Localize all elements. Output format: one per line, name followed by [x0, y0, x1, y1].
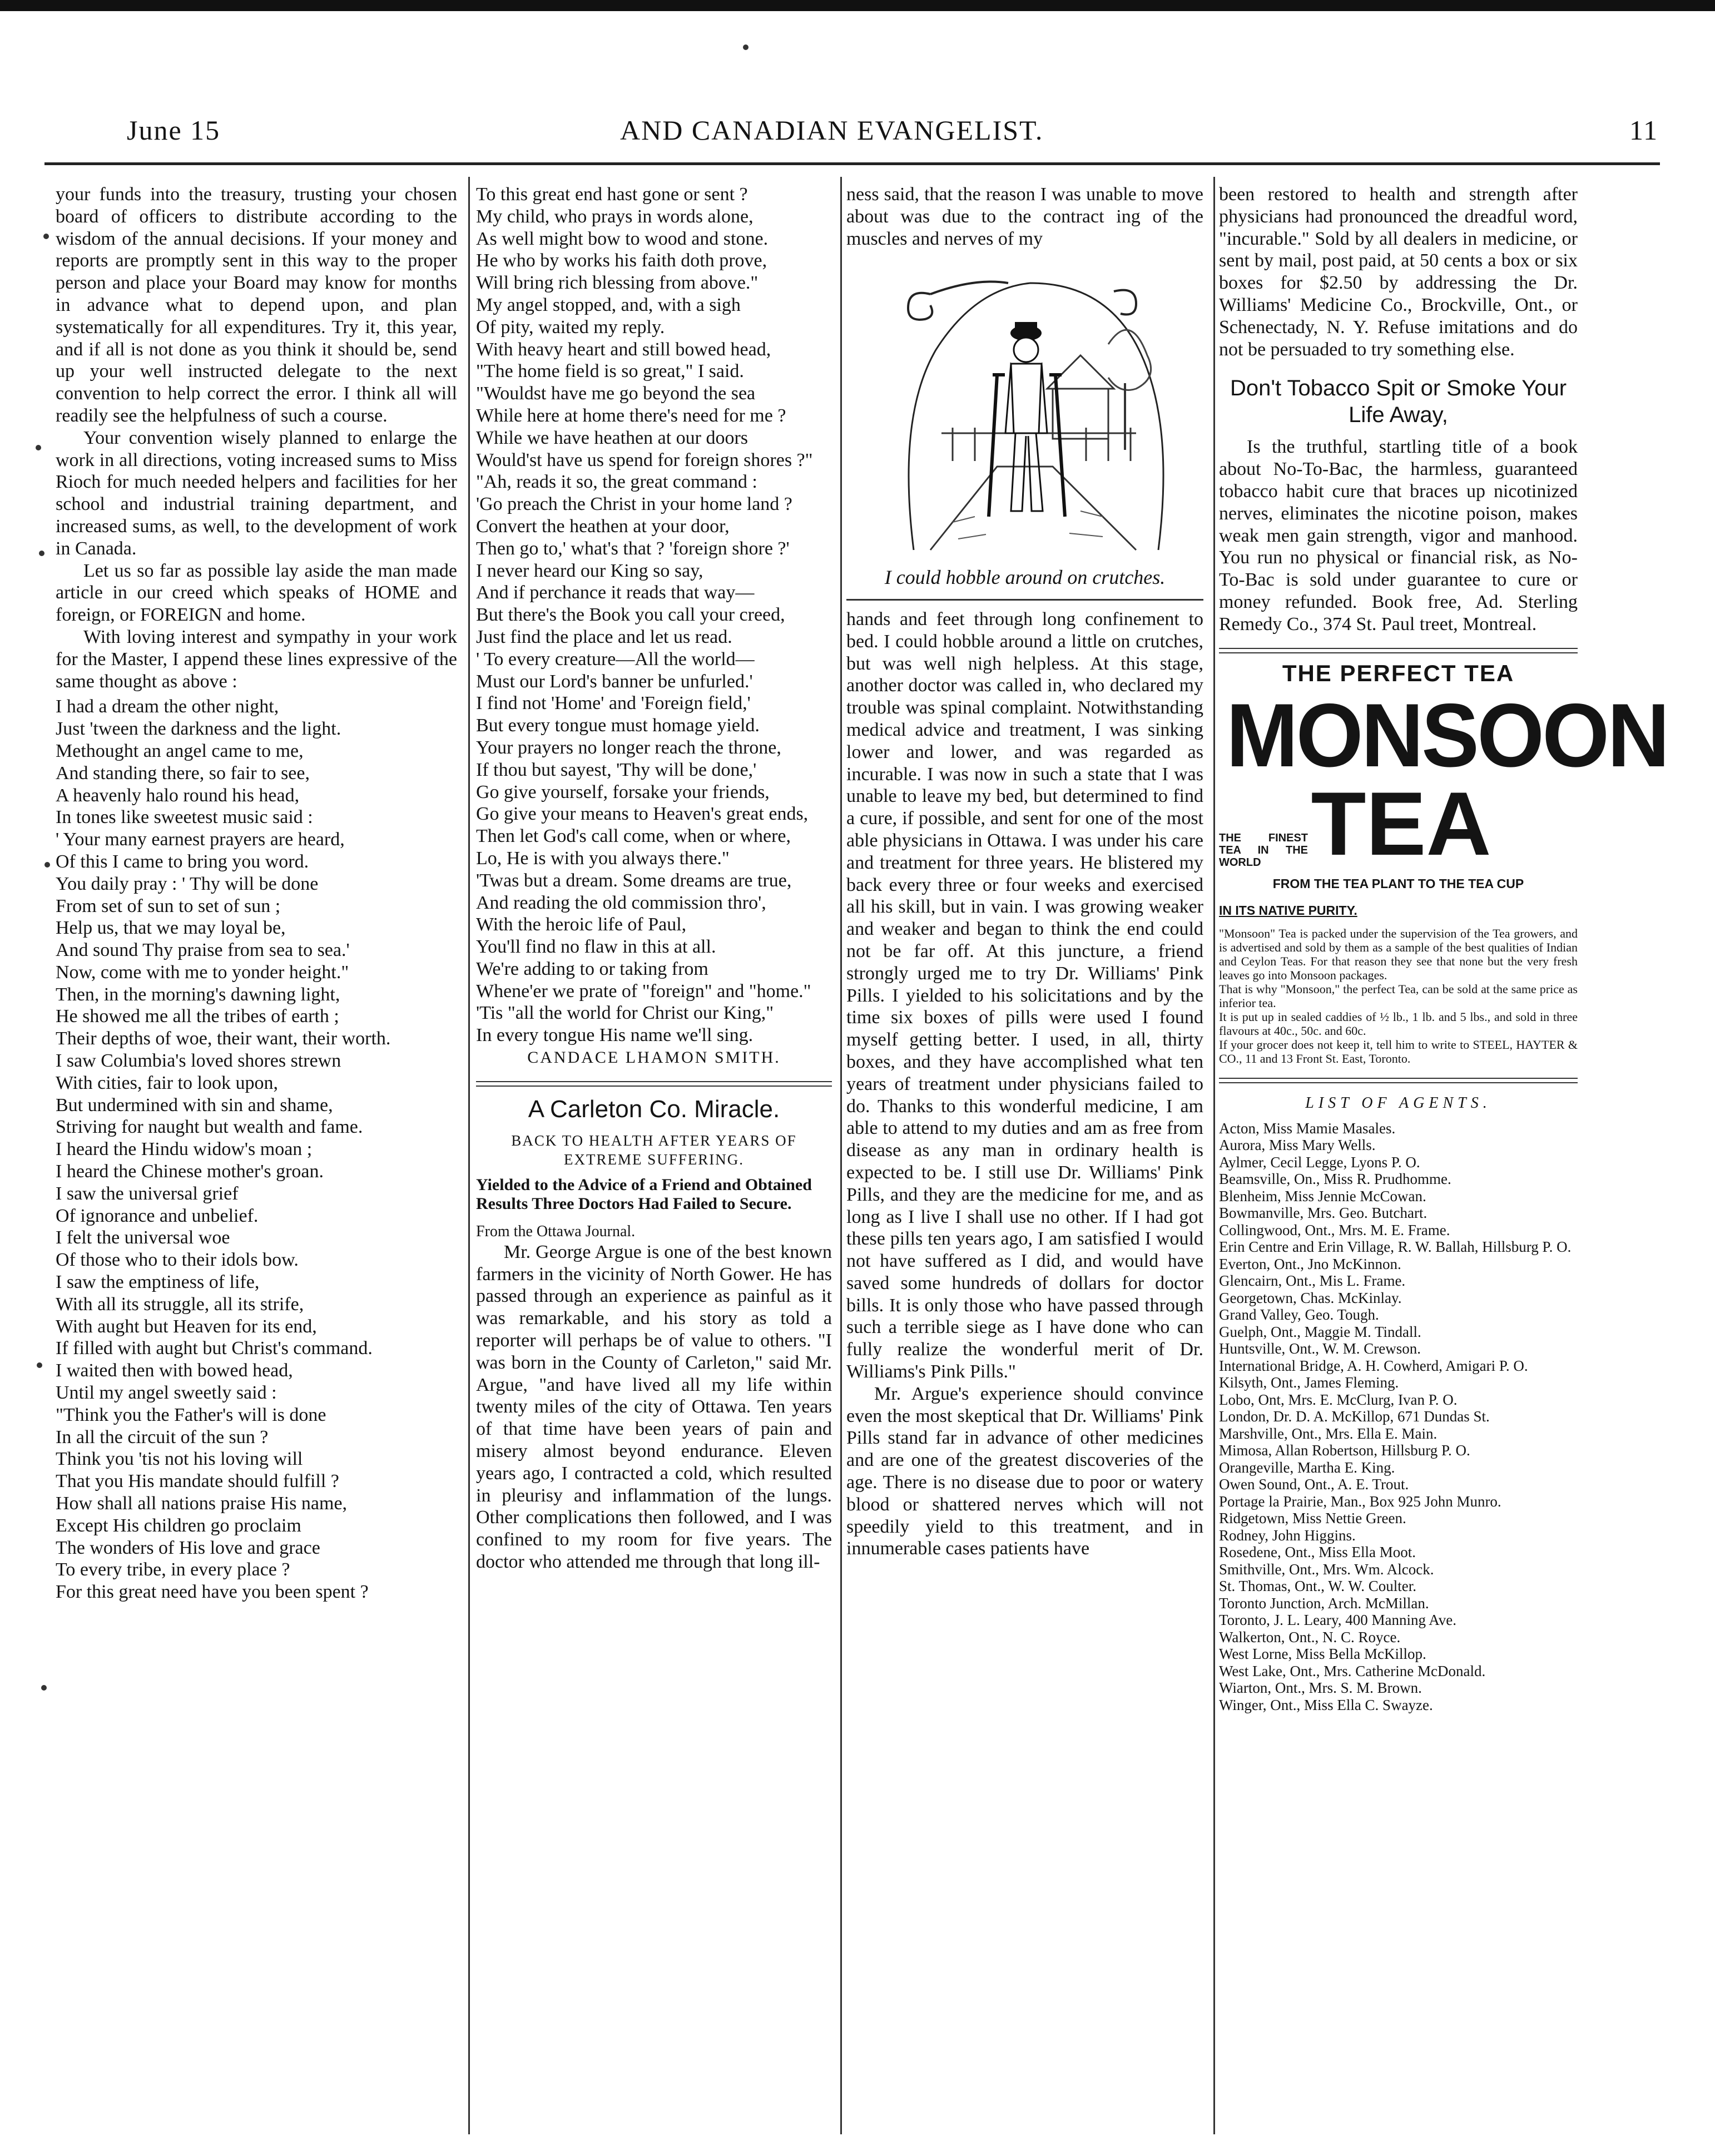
poem-line: Of this I came to bring you word. [56, 851, 309, 872]
ad-brand-name: MONSOON [1226, 685, 1668, 786]
ad-slogan: FROM THE TEA PLANT TO THE TEA CUP [1272, 876, 1524, 891]
poem-line: I saw the universal grief [56, 1183, 239, 1204]
poem-line: But there's the Book you call your creed, [476, 604, 785, 626]
poem-line: "Think you the Father's will is done [56, 1404, 326, 1425]
article-title: A Carleton Co. Miracle. [528, 1095, 780, 1123]
poem-line: I felt the universal woe [56, 1227, 230, 1248]
agent-entry: Walkerton, Ont., N. C. Royce. [1219, 1628, 1401, 1646]
poem-line: I saw the emptiness of life, [56, 1272, 260, 1293]
poem-line: To this great end hast gone or sent ? [476, 184, 748, 205]
poem-line: My angel stopped, and, with a sigh [476, 294, 741, 315]
poem-line: How shall all nations praise His name, [56, 1493, 348, 1514]
poem-line: But every tongue must homage yield. [476, 715, 760, 736]
ad-headline: THE PERFECT TEA [1282, 660, 1515, 686]
margin-mark [41, 1685, 47, 1691]
poem-line: Of pity, waited my reply. [476, 316, 665, 338]
page-number: 11 [1629, 115, 1659, 146]
margin-mark [36, 445, 41, 450]
agent-entry: Grand Valley, Geo. Tough. [1219, 1306, 1379, 1324]
ad-brand-tea: TEA [1311, 774, 1491, 875]
agent-entry: Rodney, John Higgins. [1219, 1526, 1356, 1544]
article-paragraph: Mr. George Argue is one of the best known farmers in the vicinity of North Gower. He has passed through an experience as painful as it was remarkable, and his story as told a reporter will perhaps be of value to others. "I was born in the County of Carleton," said Mr. Argue, "and have lived all my life within twenty miles of the city of Ottawa. Ten years of that time have been years of pain and misery almost beyond endurance. Eleven years ago, I contracted a cold, which resulted in pleurisy and inflammation of the lungs. Other complications then followed, and I was confined to my room for five years. The doctor who attended me through that long ill- [476, 1241, 832, 1573]
poem-line: Your prayers no longer reach the throne, [476, 737, 781, 758]
agent-entry: Winger, Ont., Miss Ella C. Swayze. [1219, 1696, 1433, 1713]
column-3 [846, 184, 1203, 1560]
poem-line: My child, who prays in words alone, [476, 206, 754, 227]
poem-line: Of ignorance and unbelief. [56, 1205, 259, 1226]
column-rule [468, 177, 470, 2134]
agent-entry: Mimosa, Allan Robertson, Hillsburg P. O. [1219, 1442, 1470, 1459]
poem-line: And if perchance it reads that way— [476, 582, 755, 603]
poem-line: Their depths of woe, their want, their worth. [56, 1028, 391, 1049]
agent-entry: West Lake, Ont., Mrs. Catherine McDonald. [1219, 1662, 1486, 1679]
header-rule [44, 162, 1660, 165]
poem-line: 'Twas but a dream. Some dreams are true, [476, 870, 792, 891]
top-border [0, 0, 1715, 11]
poem-part-2 [476, 184, 832, 1047]
poem-line: And sound Thy praise from sea to sea.' [56, 940, 350, 961]
agent-entry: Collingwood, Ont., Mrs. M. E. Frame. [1219, 1221, 1450, 1238]
tobacco-ad-title: Don't Tobacco Spit or Smoke Your Life Away, [1230, 376, 1567, 428]
poem-line: I heard the Chinese mother's groan. [56, 1161, 324, 1182]
agent-entry: Huntsville, Ont., W. M. Crewson. [1219, 1340, 1421, 1357]
article-deck: Yielded to the Advice of a Friend and Obtained Results Three Doctors Had Failed to Secure. [476, 1175, 812, 1213]
agent-entry: Kilsyth, Ont., James Fleming. [1219, 1374, 1399, 1391]
section-rule [1219, 1078, 1578, 1083]
poem-line: With heavy heart and still bowed head, [476, 339, 771, 360]
masthead-title: AND CANADIAN EVANGELIST. [620, 115, 1044, 146]
poem-line: With aught but Heaven for its end, [56, 1316, 317, 1337]
margin-mark [39, 551, 44, 556]
agent-entry: Smithville, Ont., Mrs. Wm. Alcock. [1219, 1560, 1434, 1578]
poem-line: With all its struggle, all its strife, [56, 1293, 304, 1315]
poem-line: In tones like sweetest music said : [56, 807, 313, 828]
poem-line: I never heard our King so say, [476, 560, 703, 581]
poem-line: 'Go preach the Christ in your home land ? [476, 494, 792, 515]
agent-entry: Wiarton, Ont., Mrs. S. M. Brown. [1219, 1679, 1422, 1697]
poem-line: And reading the old commission thro', [476, 892, 766, 913]
poem-line: Go give your means to Heaven's great ends, [476, 804, 809, 825]
poem-line: That you His mandate should fulfill ? [56, 1471, 339, 1492]
margin-mark [37, 1362, 42, 1368]
agent-entry: Blenheim, Miss Jennie McCowan. [1219, 1187, 1426, 1205]
poem-line: And standing there, so fair to see, [56, 762, 310, 784]
agent-entry: Orangeville, Martha E. King. [1219, 1459, 1395, 1476]
agent-entry: Georgetown, Chas. McKinlay. [1219, 1289, 1402, 1306]
letter-paragraph: your funds into the treasury, trusting your chosen board of officers to distribute according to the wisdom of the annual decisions. If your money and reports are promptly sent in this way to the proper person and place your Board may know for months in advance what to depend upon, and plan systematically for all expenditures. Try it, this year, and if all is not done as you think it should be, send up your well instructed delegate to the next convention to help correct the error. I think all will readily see the helpfulness of such a course. [56, 184, 457, 426]
poem-line: Methought an angel came to me, [56, 740, 304, 761]
poem-line: I had a dream the other night, [56, 696, 279, 717]
poem-line: I heard the Hindu widow's moan ; [56, 1139, 313, 1160]
poem-line: Whene'er we prate of "foreign" and "home." [476, 980, 811, 1002]
article-paragraph: hands and feet through long confinement to bed. I could hobble around a little on crutches, but was well nigh helpless. At this stage, another doctor was called in, who declared my trouble was spinal complaint. Notwithstanding medical advice and treatment, I was sinking lower and lower, and was regarded as incurable. I was now in such a state that I was unable to leave my bed, but determined to find a cure, if possible, and sent for one of the most able physicians in Ottawa. I was under his care and treatment for three years. He blistered my back every three or four weeks and exercised all his skill, but in vain. I was growing weaker and weaker and began to think the end could not be far off. At this juncture, a friend strongly urged me to try Dr. Williams' Pink Pills. I yielded to his solicitations and by the time six boxes of pills were used I found myself getting better. I used, in all, thirty boxes, and they have accomplished what ten years of treatment under physicians failed to do. Thanks to this wonderful medicine, I am able to attend to my duties and am as free from disease as any man in ordinary health is expected to be. I still use Dr. Williams' Pink Pills, and they are the medicine for me, and as long as I live I shall use no other. If I had got these pills ten years ago, I am satisfied I would not have suffered as I did, and would have saved some hundreds of dollars for doctor bills. It is only those who have passed through such a terrible siege as I have done who can fully realize the wonderful merit of Dr. Williams's Pink Pills." [846, 608, 1203, 1382]
poem-line: We're adding to or taking from [476, 958, 708, 979]
column-rule [840, 177, 842, 2134]
column-1 [56, 184, 457, 1603]
margin-mark [743, 44, 749, 50]
letter-body [56, 184, 457, 692]
poem-line: Except His children go proclaim [56, 1515, 301, 1536]
section-rule [476, 1081, 832, 1087]
poem-line: Convert the heathen at your door, [476, 516, 730, 537]
poem-line: 'Tis "all the world for Christ our King," [476, 1003, 774, 1024]
agent-entry: Rosedene, Ont., Miss Ella Moot. [1219, 1544, 1416, 1561]
article-subtitle: BACK TO HEALTH AFTER YEARS OF EXTREME SUFFERING. [511, 1132, 797, 1168]
margin-mark [43, 234, 49, 239]
agent-entry: Glencairn, Ont., Mis L. Frame. [1219, 1272, 1406, 1290]
poem-line: Would'st have us spend for foreign shores ?" [476, 449, 813, 470]
poem-signature: CANDACE LHAMON SMITH. [527, 1048, 781, 1067]
agent-entry: Toronto, J. L. Leary, 400 Manning Ave. [1219, 1612, 1457, 1629]
agent-entry: Acton, Miss Mamie Masales. [1219, 1119, 1396, 1137]
margin-mark [44, 862, 50, 868]
poem-line: In all the circuit of the sun ? [56, 1426, 269, 1448]
ad-body-text: "Monsoon" Tea is packed under the supervision of the Tea growers, and is advertised and sold by them as a sample of the best qualities of Indian and Ceylon Teas. For that reason they see that none but the very fresh leaves go into Monsoon packages. [1219, 926, 1578, 982]
article-source: From the Ottawa Journal. [476, 1222, 636, 1240]
poem-line: With cities, fair to look upon, [56, 1072, 278, 1093]
poem-line: For this great need have you been spent ? [56, 1582, 369, 1603]
poem-line: If filled with aught but Christ's command. [56, 1338, 373, 1359]
poem-line: He showed me all the tribes of earth ; [56, 1006, 339, 1027]
poem-line: In every tongue His name we'll sing. [476, 1025, 754, 1046]
agents-list-title: LIST OF AGENTS. [1305, 1094, 1491, 1112]
poem-line: Go give yourself, forsake your friends, [476, 781, 770, 802]
agent-entry: Ridgetown, Miss Nettie Green. [1219, 1510, 1406, 1527]
agent-entry: Owen Sound, Ont., A. E. Trout. [1219, 1476, 1409, 1493]
illustration-caption: I could hobble around on crutches. [884, 566, 1166, 589]
agent-entry: Aylmer, Cecil Legge, Lyons P. O. [1219, 1153, 1420, 1171]
ad-body-text: That is why "Monsoon," the perfect Tea, can be sold at the same price as inferior tea. [1219, 982, 1578, 1010]
poem-line: You daily pray : ' Thy will be done [56, 873, 319, 894]
poem-line: "The home field is so great," I said. [476, 361, 744, 382]
ad-body-text: It is put up in sealed caddies of ½ lb., 1 lb. and 5 lbs., and sold in three flavours at 40c., 50c. and 60c. [1219, 1009, 1578, 1038]
poem-line: I waited then with bowed head, [56, 1360, 293, 1381]
poem-line: Then let God's call come, when or where, [476, 826, 791, 847]
agent-entry: Erin Centre and Erin Village, R. W. Ballah, Hillsburg P. O. [1219, 1238, 1572, 1256]
poem-part-1 [56, 696, 457, 1603]
poem-line: He who by works his faith doth prove, [476, 250, 767, 271]
poem-line: Think you 'tis not his loving will [56, 1449, 303, 1470]
tobacco-ad-body: Is the truthful, startling title of a book about No-To-Bac, the harmless, guaranteed tobacco habit cure that braces up nicotinized nerves, eliminates the nicotine poison, makes weak men gain strength, vigor and manhood. You run no physical or financial risk, as No-To-Bac is sold under guarantee to cure or money refunded. Book free, Ad. Sterling Remedy Co., 374 St. Paul treet, Montreal. [1219, 437, 1578, 635]
agent-entry: West Lorne, Miss Bella McKillop. [1219, 1646, 1426, 1663]
poem-line: Just 'tween the darkness and the light. [56, 718, 341, 740]
poem-line: While here at home there's need for me ? [476, 405, 786, 426]
poem-line: Help us, that we may loyal be, [56, 918, 286, 939]
poem-line: I find not 'Home' and 'Foreign field,' [476, 693, 751, 714]
agent-entry: Beamsville, On., Miss R. Prudhomme. [1219, 1171, 1451, 1188]
agent-entry: Guelph, Ont., Maggie M. Tindall. [1219, 1323, 1421, 1340]
poem-line: But undermined with sin and shame, [56, 1094, 333, 1116]
agents-list [1219, 1120, 1578, 1714]
poem-line: As well might bow to wood and stone. [476, 228, 769, 249]
poem-line: Must our Lord's banner be unfurled.' [476, 671, 753, 692]
ad-slogan-2: IN ITS NATIVE PURITY. [1219, 903, 1357, 918]
article-continued: been restored to health and strength after physicians had pronounced the dreadful word, "incurable." Sold by all dealers in medicine, or sent by mail, post paid, at 50 cents a box or six boxes for $2.50 by addressing the Dr. Williams' Medicine Co., Brockville, Ont., or Schenectady, N. Y. Refuse imitations and do not be persuaded to try something else. [1219, 184, 1578, 360]
poem-line: Just find the place and let us read. [476, 626, 732, 647]
column-2 [476, 184, 832, 1573]
agent-entry: Marshville, Ont., Mrs. Ella E. Main. [1219, 1425, 1438, 1442]
poem-line: Of those who to their idols bow. [56, 1250, 299, 1271]
section-rule [1219, 648, 1578, 653]
poem-line: Then, in the morning's dawning light, [56, 984, 340, 1005]
poem-line: The wonders of His love and grace [56, 1537, 320, 1558]
poem-line: To every tribe, in every place ? [56, 1559, 290, 1580]
ad-tagline: THE FINEST TEA IN THE WORLD [1219, 832, 1308, 869]
poem-line: Striving for naught but wealth and fame. [56, 1117, 363, 1138]
poem-line: A heavenly halo round his head, [56, 785, 300, 806]
article-paragraph: Mr. Argue's experience should convince even the most skeptical that Dr. Williams' Pink Pills stand far in advance of other medicines and are one of the greatest discoveries of the age. There is no disease due to poor or watery blood or shattered nerves which will not speedily yield to this treatment, and in innumerable cases patients have [846, 1383, 1203, 1559]
agent-entry: Everton, Ont., Jno McKinnon. [1219, 1255, 1401, 1272]
poem-line: If thou but sayest, 'Thy will be done,' [476, 759, 757, 780]
agent-entry: London, Dr. D. A. McKillop, 671 Dundas St. [1219, 1408, 1490, 1425]
letter-paragraph: Your convention wisely planned to enlarge the work in all directions, voting increased sums to Miss Rioch for much needed helpers and facilities for her school and industrial training department, and increased sums, as well, to the development of work in Canada. [56, 427, 457, 559]
poem-line: Until my angel sweetly said : [56, 1382, 277, 1404]
poem-line: Now, come with me to yonder height." [56, 961, 349, 983]
poem-line: ' To every creature—All the world— [476, 648, 755, 670]
agent-entry: Bowmanville, Mrs. Geo. Butchart. [1219, 1205, 1427, 1222]
agent-entry: International Bridge, A. H. Cowherd, Amigari P. O. [1219, 1357, 1528, 1374]
poem-line: You'll find no flaw in this at all. [476, 936, 716, 958]
column-4 [1219, 184, 1668, 1713]
agent-entry: Portage la Prairie, Man., Box 925 John Munro. [1219, 1493, 1501, 1510]
article-continued: ness said, that the reason I was unable to move about was due to the contract ing of the muscles and nerves of my [846, 184, 1203, 249]
poem-line: Will bring rich blessing from above." [476, 272, 759, 294]
agent-entry: Aurora, Miss Mary Wells. [1219, 1137, 1376, 1154]
poem-line: I saw Columbia's loved shores strewn [56, 1050, 341, 1072]
agent-entry: St. Thomas, Ont., W. W. Coulter. [1219, 1578, 1417, 1595]
ad-body-text: If your grocer does not keep it, tell him to write to STEEL, HAYTER & CO., 11 and 13 Front St. East, Toronto. [1219, 1037, 1578, 1065]
section-rule [846, 599, 1203, 601]
poem-line: From set of sun to set of sun ; [56, 895, 281, 916]
crutches-illustration [846, 250, 1203, 561]
poem-line: Lo, He is with you always there." [476, 847, 730, 869]
letter-paragraph: With loving interest and sympathy in your work for the Master, I append these lines expressive of the same thought as above : [56, 626, 457, 692]
letter-paragraph: Let us so far as possible lay aside the man made article in our creed which speaks of HOME and foreign, or FOREIGN and home. [56, 560, 457, 626]
agent-entry: Lobo, Ont, Mrs. E. McClurg, Ivan P. O. [1219, 1391, 1458, 1408]
poem-line: While we have heathen at our doors [476, 427, 749, 448]
poem-line: With the heroic life of Paul, [476, 914, 687, 935]
poem-line: "Wouldst have me go beyond the sea [476, 383, 756, 404]
poem-line: Then go to,' what's that ? 'foreign shore ?' [476, 538, 790, 559]
poem-line: "Ah, reads it so, the great command : [476, 472, 757, 493]
poem-line: ' Your many earnest prayers are heard, [56, 829, 345, 850]
agent-entry: Toronto Junction, Arch. McMillan. [1219, 1594, 1429, 1612]
issue-date: June 15 [127, 115, 221, 146]
column-rule [1213, 177, 1215, 2134]
monsoon-tea-ad [1219, 660, 1668, 1065]
